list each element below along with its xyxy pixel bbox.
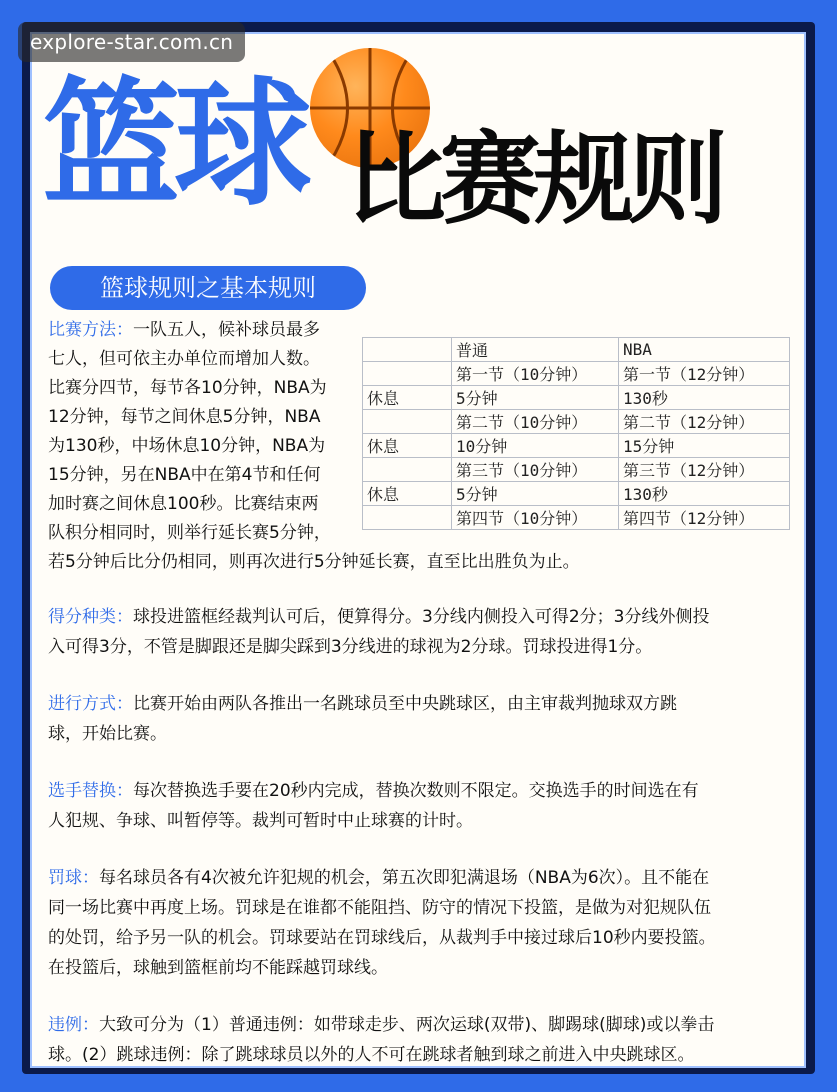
table-row (363, 506, 790, 530)
scoring-line-1: 得分种类：球投进篮框经裁判认可后，便算得分。3分线内侧投入可得2分；3分线外侧投 (48, 607, 710, 627)
table-cell: 130秒 (619, 482, 790, 506)
method-label: 比赛方法： (48, 320, 133, 340)
method-line-9: 若5分钟后比分仍相同，则再次进行5分钟延长赛，直至比出胜负为止。 (48, 552, 580, 572)
table-cell (363, 458, 452, 482)
table-row (363, 386, 790, 410)
method-line-8: 队积分相同时，则举行延长赛5分钟， (48, 523, 331, 543)
table-row (363, 482, 790, 506)
table-cell: 15分钟 (619, 434, 790, 458)
procedure-label: 进行方式： (48, 694, 133, 714)
scoring-label: 得分种类： (48, 607, 133, 627)
method-line-1: 比赛方法：一队五人，候补球员最多 (48, 320, 320, 340)
table-cell (363, 506, 452, 530)
violation-label: 违例： (48, 1015, 99, 1035)
table-cell: 第三节（10分钟） (452, 458, 619, 482)
substitution-label: 选手替换： (48, 781, 133, 801)
method-line-6: 15分钟，另在NBA中在第4节和任何 (48, 465, 321, 485)
table-cell: 第二节（12分钟） (619, 410, 790, 434)
table-cell: 第四节（10分钟） (452, 506, 619, 530)
table-row (363, 362, 790, 386)
title-game-rules: 比赛规则 (346, 121, 722, 238)
substitution-line-2: 人犯规、争球、叫暂停等。裁判可暂时中止球赛的计时。 (48, 811, 473, 831)
table-header-row (363, 338, 790, 362)
table-row (363, 458, 790, 482)
table-cell: 130秒 (619, 386, 790, 410)
table-cell (363, 338, 452, 362)
table-cell: 休息 (363, 482, 452, 506)
table-cell (363, 410, 452, 434)
freethrow-label: 罚球： (48, 868, 99, 888)
violation-line-1: 违例：大致可分为（1）普通违例：如带球走步、两次运球(双带)、脚踢球(脚球)或以拳击 (48, 1015, 715, 1035)
table-cell: 第一节（10分钟） (452, 362, 619, 386)
violation-line-2: 球。(2）跳球违例：除了跳球球员以外的人不可在跳球者触到球之前进入中央跳球区。 (48, 1045, 695, 1065)
site-watermark: explore-star.com.cn (18, 22, 245, 62)
table-cell: 第二节（10分钟） (452, 410, 619, 434)
procedure-line-1: 进行方式：比赛开始由两队各推出一名跳球员至中央跳球区，由主审裁判抛球双方跳 (48, 694, 677, 714)
table-cell: 第四节（12分钟） (619, 506, 790, 530)
method-line-3: 比赛分四节，每节各10分钟，NBA为 (48, 378, 327, 398)
procedure-line-2: 球，开始比赛。 (48, 724, 167, 744)
method-line-7: 加时赛之间休息100秒。比赛结束两 (48, 494, 319, 514)
table-cell: 10分钟 (452, 434, 619, 458)
method-line-4: 12分钟，每节之间休息5分钟，NBA (48, 407, 321, 427)
table-cell: 5分钟 (452, 386, 619, 410)
table-cell: 第三节（12分钟） (619, 458, 790, 482)
table-header-nba: NBA (619, 338, 790, 362)
freethrow-line-2: 同一场比赛中再度上场。罚球是在谁都不能阻挡、防守的情况下投篮，是做为对犯规队伍 (48, 898, 711, 918)
method-line-5: 为130秒，中场休息10分钟，NBA为 (48, 436, 326, 456)
substitution-line-1: 选手替换：每次替换选手要在20秒内完成，替换次数则不限定。交换选手的时间选在有 (48, 781, 699, 801)
table-cell (363, 362, 452, 386)
table-cell: 5分钟 (452, 482, 619, 506)
freethrow-line-3: 的处罚，给予另一队的机会。罚球要站在罚球线后，从裁判手中接过球后10秒内要投篮。 (48, 928, 716, 948)
table-cell: 休息 (363, 434, 452, 458)
period-table (362, 337, 790, 530)
freethrow-line-4: 在投篮后，球触到篮框前均不能踩越罚球线。 (48, 958, 388, 978)
table-row (363, 410, 790, 434)
scoring-line-2: 入可得3分，不管是脚跟还是脚尖踩到3分线进的球视为2分球。罚球投进得1分。 (48, 637, 653, 657)
title-basketball: 篮球 (42, 64, 307, 225)
table-row (363, 434, 790, 458)
table-cell: 休息 (363, 386, 452, 410)
method-line-2: 七人，但可依主办单位而增加人数。 (48, 349, 320, 369)
table-cell: 第一节（12分钟） (619, 362, 790, 386)
table-header-regular: 普通 (452, 338, 619, 362)
section-heading-pill: 篮球规则之基本规则 (50, 266, 366, 310)
freethrow-line-1: 罚球：每名球员各有4次被允许犯规的机会，第五次即犯满退场（NBA为6次）。且不能在 (48, 868, 710, 888)
